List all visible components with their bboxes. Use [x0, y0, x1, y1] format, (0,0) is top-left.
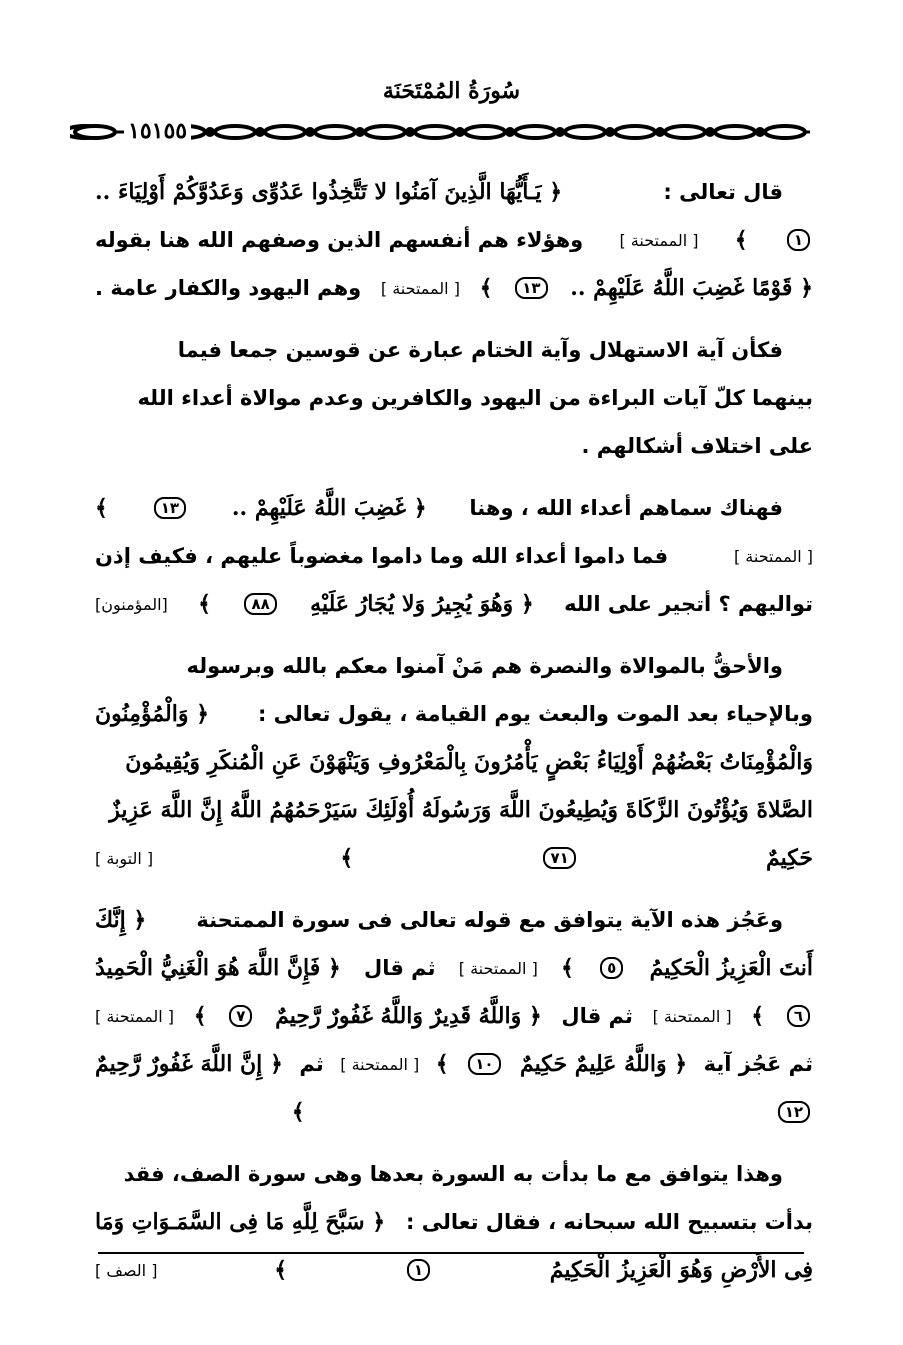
quran-verse: ﴿ يَـأَيُّهَا الَّذِينَ آمَنُوا لا تَتَّخِذُوا عَدُوِّى وَعَدُوَّكُمْ أَوْلِيَاءَ ..: [95, 179, 563, 205]
text-line: [95, 168, 813, 216]
verse-reference: [ التوبة ]: [95, 848, 154, 868]
verse-number-badge: ٧: [229, 1005, 252, 1027]
chain-dot: [707, 129, 713, 135]
text-line: [95, 532, 813, 580]
verse-reference: [ الممتحنة ]: [733, 546, 813, 566]
text-line: [95, 374, 813, 422]
quran-verse: ﴾: [274, 1257, 288, 1283]
text-line: [95, 690, 813, 738]
chain-link: [565, 126, 605, 138]
text-segment: ثم: [299, 1052, 324, 1076]
chain-link: [265, 126, 305, 138]
text-segment: وبالإحياء بعد الموت والبعث يوم القيامة ، يقول تعالى :: [257, 702, 813, 726]
quran-verse: ﴿ غَضِبَ اللَّهُ عَلَيْهِمْ ..: [231, 495, 427, 521]
quran-verse: ﴿ سَبَّحَ لِلَّهِ مَا فِى السَّمَـوَاتِ وَمَا: [95, 1209, 386, 1235]
text-line: [95, 1088, 813, 1136]
verse-number-badge: ٧١: [543, 847, 575, 869]
verse-reference: [المؤمنون]: [95, 594, 168, 614]
text-line: [95, 1198, 813, 1246]
text-segment: وهؤلاء هم أنفسهم الذين وصفهم الله هنا بقوله: [95, 228, 584, 252]
paragraph-1: [95, 168, 813, 312]
quran-verse: ﴿ وَاللَّهُ عَلِيمٌ حَكِيمٌ: [520, 1051, 688, 1077]
text-segment: ثم قال: [364, 956, 436, 980]
text-line: [95, 992, 813, 1040]
verse-number-badge: ١: [787, 229, 810, 251]
paragraph-3: [95, 484, 813, 628]
text-segment: وعَجُز هذه الآية يتوافق مع قوله تعالى فى سورة الممتحنة: [196, 908, 783, 932]
chain-link: [765, 126, 805, 138]
verse-reference: [ الممتحنة ]: [619, 230, 699, 250]
quran-verse: ﴿ وَهُوَ يُجِيرُ وَلا يُجَارُ عَلَيْهِ: [310, 591, 534, 617]
page-number: ١٥١٥٥: [124, 118, 191, 144]
text-segment: ثم قال: [561, 1004, 633, 1028]
quran-verse: وَالْمُؤْمِنَاتُ بَعْضُهُمْ أَوْلِيَاءُ بَعْضٍ يَأْمُرُونَ بِالْمَعْرُوفِ وَيَنْهَوْنَ عَنِ الْمُنكَرِ وَيُقِيمُونَ: [125, 749, 813, 775]
quran-verse: ﴾: [340, 845, 354, 871]
chain-dot: [657, 129, 663, 135]
text-line: [95, 484, 813, 532]
quran-verse: ﴿ قَوْمًا غَضِبَ اللَّهُ عَلَيْهِمْ ..: [570, 275, 813, 301]
quran-verse: ﴿ فَإِنَّ اللَّهَ هُوَ الْغَنِيُّ الْحَمِيدُ: [95, 955, 341, 981]
quran-verse: ﴿ إِنَّ اللَّهَ غَفُورٌ رَّحِيمٌ: [95, 1051, 283, 1077]
text-line: [95, 422, 813, 470]
verse-number-badge: ١٣: [154, 497, 186, 519]
chain-link: [715, 126, 755, 138]
quran-verse: الصَّلاةَ وَيُؤْتُونَ الزَّكَاةَ وَيُطِيعُونَ اللَّهَ وَرَسُولَهُ أُوْلَئِكَ سَيَرْحَمُهُمُ اللَّهُ إِنَّ اللَّهَ عَزِيزٌ: [109, 797, 813, 823]
chain-dot: [457, 129, 463, 135]
chain-link: [415, 126, 455, 138]
text-line: [95, 834, 813, 882]
text-line: [95, 1150, 813, 1198]
text-line: [95, 580, 813, 628]
chain-link: [365, 126, 405, 138]
page-body: [95, 168, 813, 1308]
chain-dot: [207, 129, 213, 135]
text-segment: والأحقُّ بالموالاة والنصرة هم مَنْ آمنوا معكم بالله وبرسوله: [186, 654, 783, 678]
chain-link: [315, 126, 355, 138]
quran-verse: ﴾: [198, 591, 212, 617]
quran-verse: ﴾: [435, 1051, 449, 1077]
verse-reference: [ الممتحنة ]: [340, 1054, 420, 1074]
text-line: [95, 264, 813, 312]
verse-number-badge: ٨٨: [244, 593, 276, 615]
text-segment: تواليهم ؟ أتجير على الله: [564, 592, 813, 616]
verse-reference: [ الممتحنة ]: [380, 278, 460, 298]
verse-number-badge: ١: [407, 1259, 430, 1281]
quran-verse: ﴾: [193, 1003, 207, 1029]
text-segment: بدأت بتسبيح الله سبحانه ، فقال تعالى :: [406, 1210, 813, 1234]
quran-verse: ﴿ وَالْمُؤْمِنُونَ: [95, 701, 210, 727]
verse-number-badge: ١٢: [778, 1101, 810, 1123]
text-segment: وهم اليهود والكفار عامة .: [95, 276, 362, 300]
verse-reference: [ الصف ]: [95, 1260, 158, 1280]
text-line: [95, 738, 813, 786]
verse-reference: [ الممتحنة ]: [95, 1006, 175, 1026]
chain-link: [665, 126, 705, 138]
text-line: [95, 786, 813, 834]
chain-dot: [357, 129, 363, 135]
quran-verse: ﴾: [751, 1003, 765, 1029]
verse-reference: [ الممتحنة ]: [458, 958, 538, 978]
paragraph-6: [95, 1150, 813, 1294]
quran-verse: حَكِيمٌ: [765, 845, 813, 871]
text-segment: على اختلاف أشكالهم .: [581, 434, 813, 458]
chain-dot: [607, 129, 613, 135]
text-line: [95, 326, 813, 374]
quran-verse: أَنتَ الْعَزِيزُ الْحَكِيمُ: [649, 955, 813, 981]
chain-dot: [557, 129, 563, 135]
footer-rule: [98, 1252, 804, 1254]
chain-link: [615, 126, 655, 138]
text-segment: فهناك سماهم أعداء الله ، وهنا: [469, 496, 783, 520]
paragraph-5: [95, 896, 813, 1136]
text-segment: قال تعالى :: [663, 180, 783, 204]
verse-number-badge: ١٠: [468, 1053, 500, 1075]
text-segment: فما داموا أعداء الله وما داموا مغضوباً عليهم ، فكيف إذن: [95, 544, 669, 568]
chain-link: [75, 126, 115, 138]
paragraph-2: [95, 326, 813, 470]
chain-dot: [307, 129, 313, 135]
text-line: [95, 642, 813, 690]
paragraph-4: [95, 642, 813, 882]
quran-verse: ﴿ إِنَّكَ: [95, 907, 147, 933]
verse-number-badge: ٦: [787, 1005, 810, 1027]
text-line: [95, 896, 813, 944]
chain-link: [215, 126, 255, 138]
text-line: [95, 1040, 813, 1088]
text-segment: وهذا يتوافق مع ما بدأت به السورة بعدها وهى سورة الصف، فقد: [123, 1162, 783, 1186]
quran-verse: ﴾: [734, 227, 748, 253]
text-line: [95, 216, 813, 264]
text-segment: فكأن آية الاستهلال وآية الختام عبارة عن قوسين جمعا فيما: [177, 338, 783, 362]
quran-verse: فِى الأَرْضِ وَهُوَ الْعَزِيزُ الْحَكِيمُ: [549, 1257, 813, 1283]
quran-verse: ﴾: [561, 955, 574, 981]
verse-reference: [ الممتحنة ]: [652, 1006, 732, 1026]
verse-number-badge: ٥: [600, 957, 623, 979]
text-segment: ثم عَجُز آية: [703, 1052, 813, 1076]
quran-verse: ﴾: [291, 1099, 305, 1125]
page-header-title: سُورَةُ المُمْتَحَنَة: [382, 78, 521, 104]
chain-link: [465, 126, 505, 138]
quran-verse: ﴾: [479, 275, 493, 301]
chain-dot: [407, 129, 413, 135]
quran-verse: ﴾: [95, 495, 108, 521]
verse-number-badge: ١٣: [515, 277, 547, 299]
chain-dot: [257, 129, 263, 135]
chain-dot: [507, 129, 513, 135]
chain-link: [515, 126, 555, 138]
quran-verse: ﴿ وَاللَّهُ قَدِيرٌ وَاللَّهُ غَفُورٌ رَّحِيمٌ: [275, 1003, 542, 1029]
text-segment: بينهما كلّ آيات البراءة من اليهود والكافرين وعدم موالاة أعداء الله: [137, 386, 813, 410]
chain-dot: [757, 129, 763, 135]
text-line: [95, 944, 813, 992]
